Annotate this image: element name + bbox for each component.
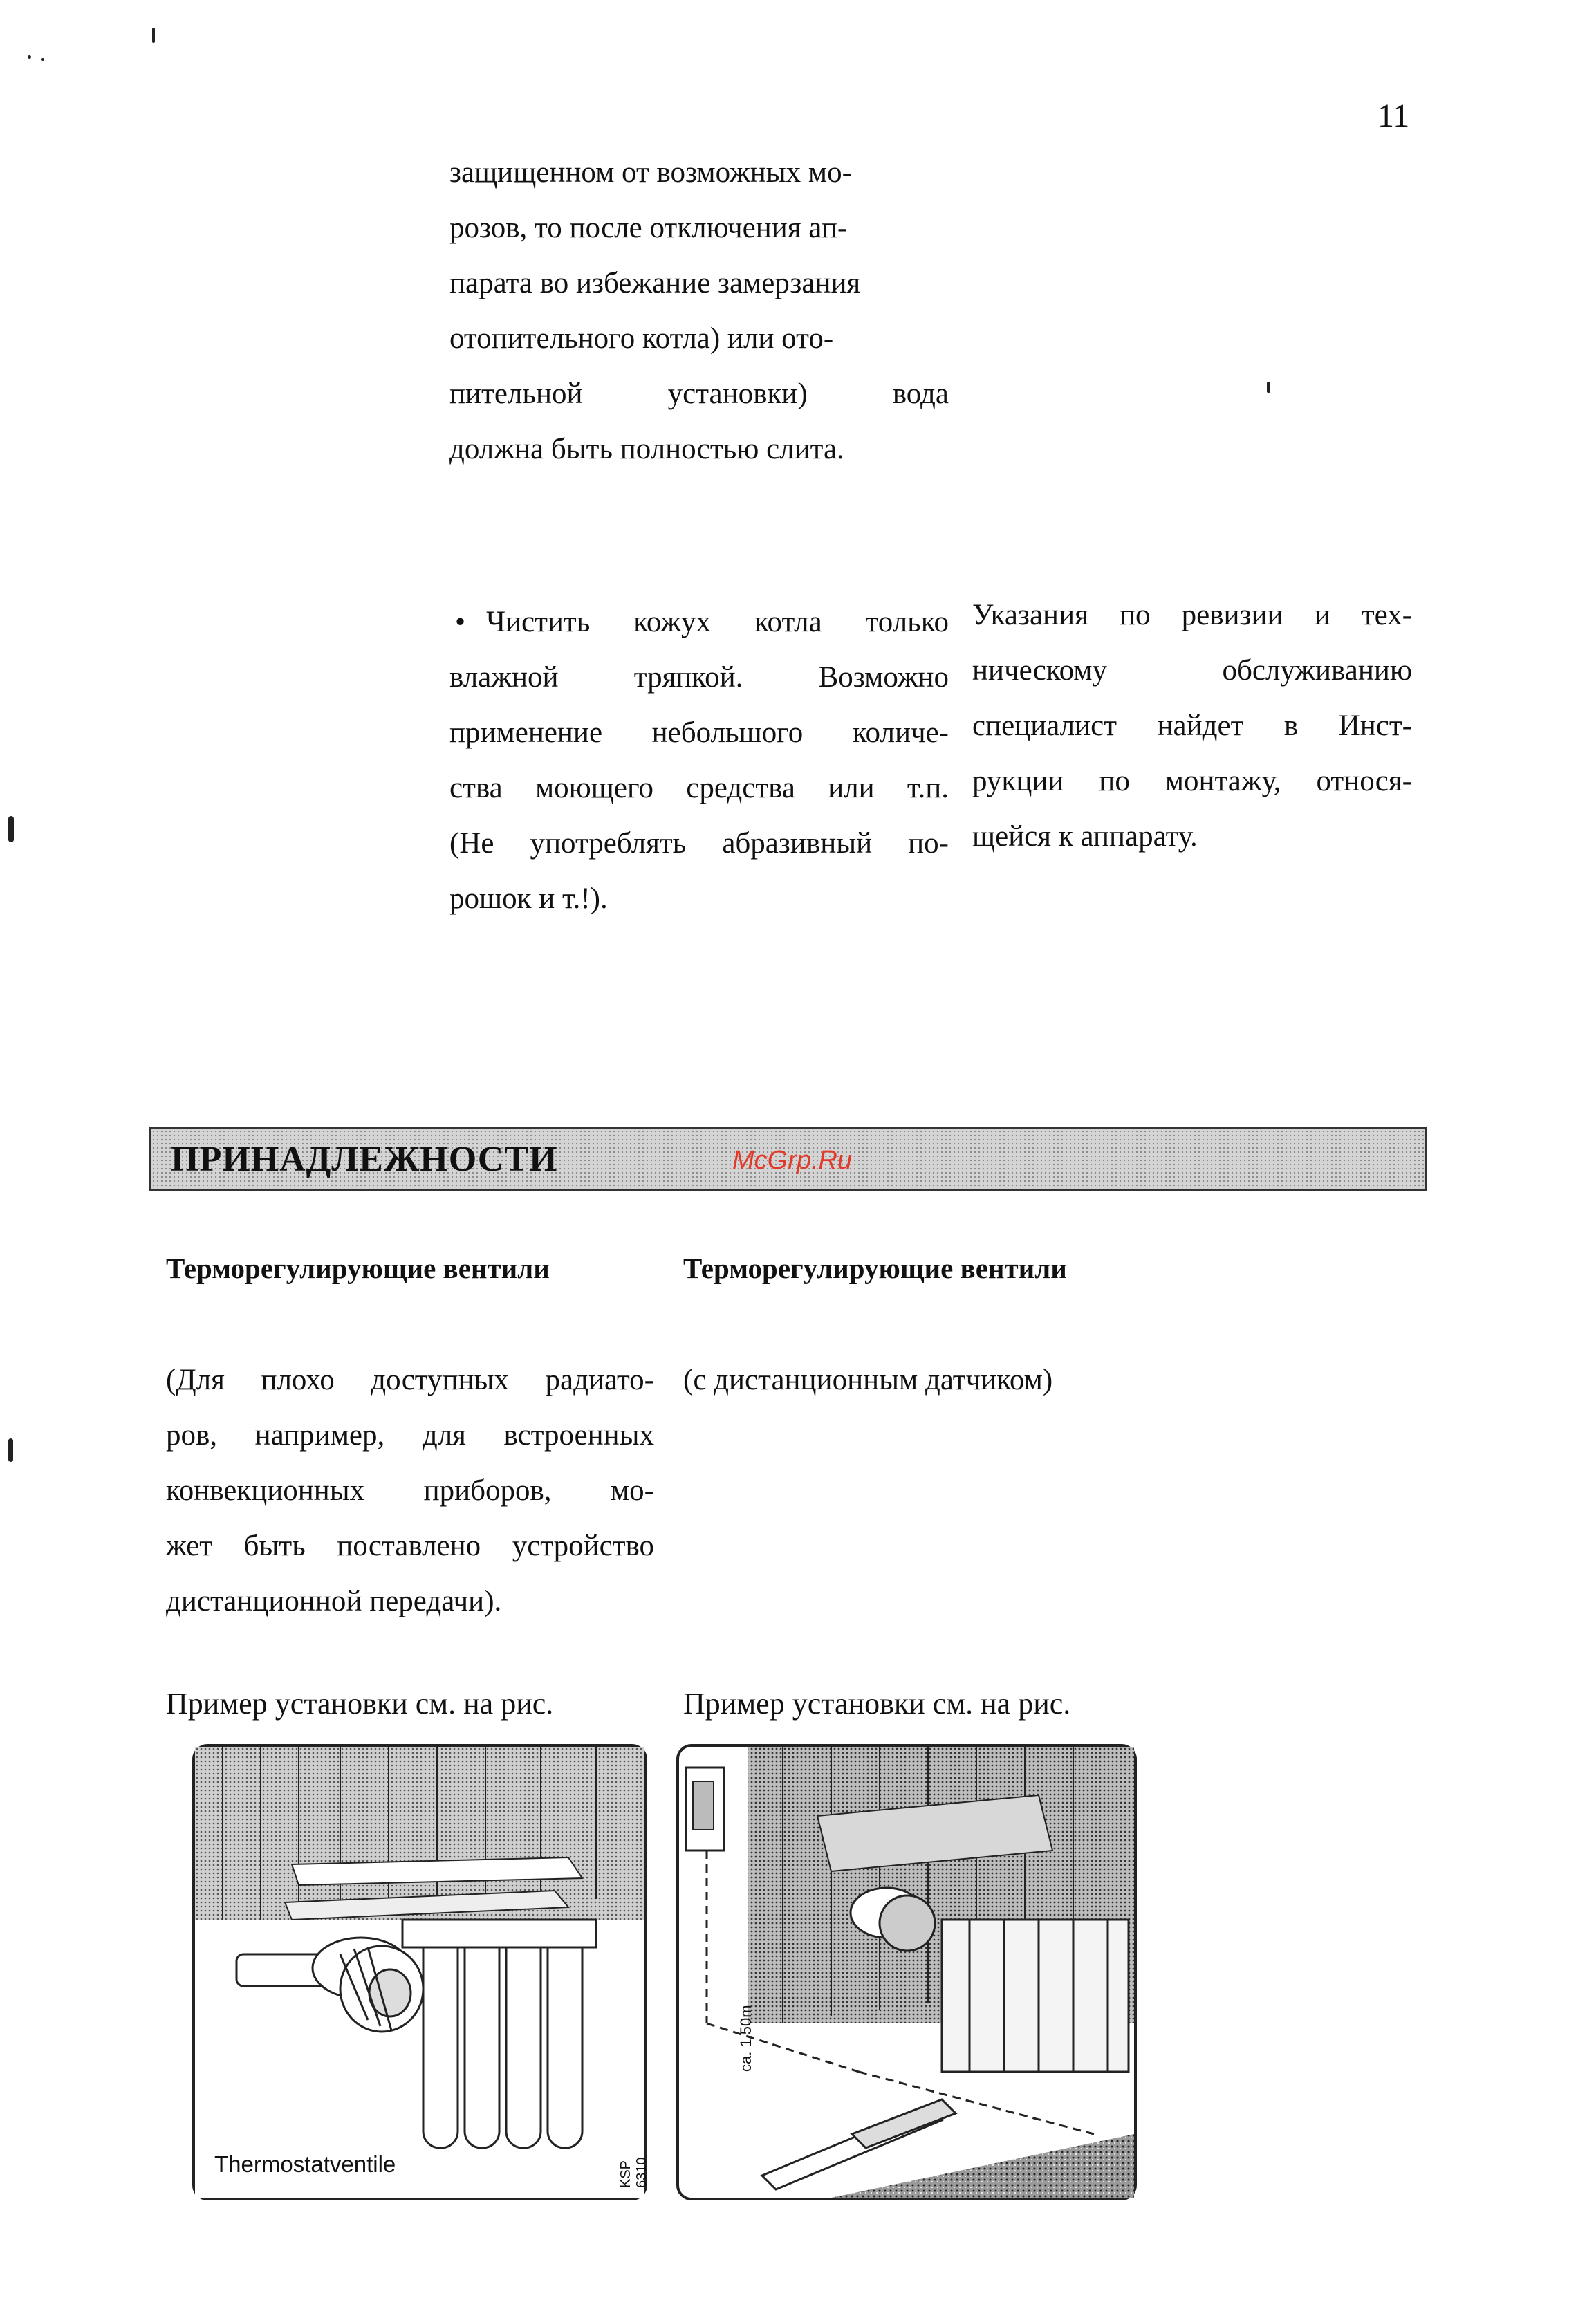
page-number: 11 <box>1377 98 1410 134</box>
frost-line: парата во избежание замерзания <box>449 267 861 299</box>
service-line: рукции по монтажу, относя- <box>972 765 1412 797</box>
dimension-label: ca. 1,50m <box>737 2005 754 2072</box>
scan-mark <box>28 55 31 59</box>
figure-code: KSP 6310 <box>618 2157 649 2188</box>
frost-line: защищенном от возможных мо- <box>449 156 852 189</box>
scan-mark <box>41 58 44 61</box>
left-body-line: ров, например, для встроенных <box>166 1419 654 1452</box>
left-body-line: жет быть поставлено устройство <box>166 1530 654 1562</box>
scan-mark <box>8 816 14 842</box>
service-line: специалист найдет в Инст- <box>972 710 1412 742</box>
figure-label: Thermostatventile <box>214 2151 396 2177</box>
scan-mark <box>152 28 155 43</box>
frost-line: отопительного котла) или ото- <box>449 322 834 355</box>
accessories-banner <box>149 1127 1427 1191</box>
frost-line: розов, то после отключения ап- <box>449 212 848 244</box>
service-line: щейся к аппарату. <box>972 820 1198 853</box>
right-example-caption: Пример установки см. на рис. <box>683 1687 1071 1721</box>
frost-paragraph <box>449 145 949 477</box>
remote-sensor-illustration <box>679 1747 1134 2198</box>
watermark: McGrp.Ru <box>732 1146 853 1175</box>
left-example-caption: Пример установки см. на рис. <box>166 1687 554 1721</box>
left-body-line: дистанционной передачи). <box>166 1585 502 1617</box>
left-body-line: (Для плохо доступных радиато- <box>166 1364 654 1396</box>
remote-sensor-paragraph <box>683 1353 1181 1408</box>
frost-line: должна быть полностью слита. <box>449 433 844 465</box>
thermostat-valve-figure <box>192 1744 647 2200</box>
service-line: Указания по ревизии и тех- <box>972 599 1412 631</box>
radiator-valve-illustration <box>195 1747 644 2198</box>
section-title: ПРИНАДЛЕЖНОСТИ <box>171 1140 558 1179</box>
right-heading: Терморегулирующие вентили <box>683 1252 1067 1284</box>
cleaning-line: рошок и т.!). <box>449 882 608 915</box>
left-body-line: конвекционных приборов, мо- <box>166 1474 654 1507</box>
remote-sensor-figure <box>676 1744 1137 2200</box>
service-line: ническому обслуживанию <box>972 654 1412 687</box>
left-heading: Терморегулирующие вентили <box>166 1252 550 1284</box>
service-paragraph <box>972 588 1412 864</box>
scan-mark <box>8 1438 13 1462</box>
scan-mark <box>1267 382 1270 393</box>
cleaning-line <box>449 595 949 650</box>
cleaning-line: применение небольшого количе- <box>449 716 949 749</box>
right-body-line: (с дистанционным датчиком) <box>683 1364 1053 1396</box>
cleaning-line: влажной тряпкой. Возможно <box>449 661 949 694</box>
bullet-icon: • <box>455 606 466 638</box>
cleaning-line: (Не употреблять абразивный по- <box>449 827 949 860</box>
remote-transmission-paragraph <box>166 1353 654 1629</box>
cleaning-paragraph <box>449 595 949 927</box>
cleaning-line-text: Чистить кожух котла только <box>486 606 949 638</box>
cleaning-line: ства моющего средства или т.п. <box>449 772 949 804</box>
frost-line: пительной установки) вода <box>449 378 949 410</box>
